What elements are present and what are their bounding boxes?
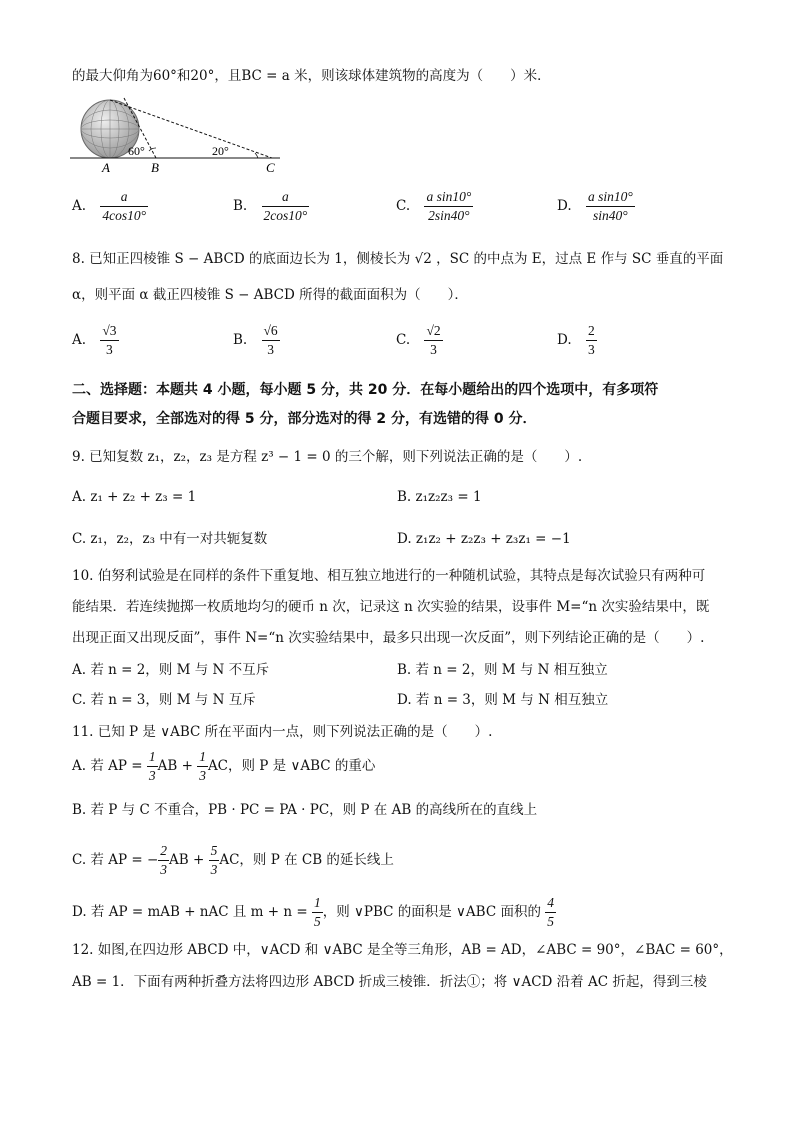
q8-option-b[interactable]: B. $\frac{√6}{3}$ [233,323,278,357]
q8-option-a[interactable]: A. $\frac{√3}{3}$ [72,323,117,357]
section2-heading-line2: 合题目要求，全部选对的得 5 分，部分选对的得 2 分，有选错的得 0 分． [72,411,537,427]
q7-option-c[interactable]: C. $\frac{\text{a sin10°}}{2\sin 40^\circ}$ [396,189,472,223]
q7-option-b[interactable]: B. $\frac{a}{2\cos 10^\circ}$ [233,189,308,223]
q8-option-c[interactable]: C. $\frac{√2}{3}$ [396,323,441,357]
q11-option-a[interactable]: A. 若 AP = $\frac{1}{3}$ AB + $\frac{1}{3}$ AC，则 P 是 ∨ABC 的重心 [72,749,376,783]
q9-option-d[interactable]: D. z₁z₂ + z₂z₃ + z₃z₁ = −1 [397,531,571,547]
q9-stem: 9. 已知复数 z₁，z₂，z₃ 是方程 z³ − 1 = 0 的三个解，则下列说法正确的是（ ）. [72,449,583,465]
angle-20-label: 20° [212,144,229,158]
q12-stem-line1: 12. 如图,在四边形 ABCD 中，∨ACD 和 ∨ABC 是全等三角形，AB = AD，∠ABC = 90°，∠BAC = 60°， [72,942,733,958]
q7-stem: 的最大仰角为60°和20°，且BC = a 米，则该球体建筑物的高度为（ ）米． [72,68,551,84]
q10-stem-line1: 10. 伯努利试验是在同样的条件下重复地、相互独立地进行的一种随机试验，其特点是每次试验只有两种可 [72,568,706,584]
q9-option-a[interactable]: A. z₁ + z₂ + z₃ = 1 [72,489,197,505]
q10-stem-line3: 出现正面又出现反面”，事件 N=“n 次实验结果中，最多只出现一次反面”，则下列结论正确的是（ ）. [72,630,705,646]
q10-option-d[interactable]: D. 若 n = 3，则 M 与 N 相互独立 [397,692,609,708]
q8-stem-line1: 8. 已知正四棱锥 S − ABCD 的底面边长为 1，侧棱长为 √2 ，SC 的中点为 E，过点 E 作与 SC 垂直的平面 [72,251,724,267]
point-b-label: B [151,160,159,175]
q8-stem-line2: α，则平面 α 截正四棱锥 S − ABCD 所得的截面面积为（ ）． [72,287,468,303]
q7-figure [70,96,290,176]
point-a-label: A [102,160,110,175]
q7-option-a[interactable]: A. $\frac{a}{4\cos 10^\circ}$ [72,189,146,223]
section2-heading-line1: 二、选择题：本题共 4 小题，每小题 5 分，共 20 分．在每小题给出的四个选项中，有多项符 [72,382,659,398]
q9-option-c[interactable]: C. z₁，z₂，z₃ 中有一对共轭复数 [72,531,268,547]
q11-stem: 11. 已知 P 是 ∨ABC 所在平面内一点，则下列说法正确的是（ ）. [72,724,493,740]
angle-60-label: 60° [128,144,145,158]
q10-option-b[interactable]: B. 若 n = 2，则 M 与 N 相互独立 [397,662,608,678]
q7-option-d[interactable]: D. $\frac{\text{a sin10°}}{\sin 40^\circ}$ [557,189,633,223]
q12-stem-line2: AB = 1．下面有两种折叠方法将四边形 ABCD 折成三棱锥．折法①；将 ∨ACD 沿着 AC 折起，得到三棱 [72,974,707,990]
q10-option-c[interactable]: C. 若 n = 3，则 M 与 N 互斥 [72,692,256,708]
q11-option-c[interactable]: C. 若 AP = − $\frac{2}{3}$ AB + $\frac{5}{3}$ AC，则 P 在 CB 的延长线上 [72,843,394,877]
point-c-label: C [266,160,275,175]
q11-option-b[interactable]: B. 若 P 与 C 不重合，PB · PC = PA · PC，则 P 在 AB 的高线所在的直线上 [72,802,538,818]
q11-option-d[interactable]: D. 若 AP = mAB + nAC 且 m + n = $\frac{1}{5}$ ，则 ∨PBC 的面积是 ∨ABC 面积的 $\frac{4}{5}$ [72,895,555,929]
q9-option-b[interactable]: B. z₁z₂z₃ = 1 [397,489,482,505]
q10-option-a[interactable]: A. 若 n = 2，则 M 与 N 不互斥 [72,662,270,678]
q10-stem-line2: 能结果．若连续抛掷一枚质地均匀的硬币 n 次，记录这 n 次实验的结果，设事件 M=“n 次实验结果中，既 [72,599,710,615]
q8-option-d[interactable]: D. $\frac{2}{3}$ [557,323,595,357]
